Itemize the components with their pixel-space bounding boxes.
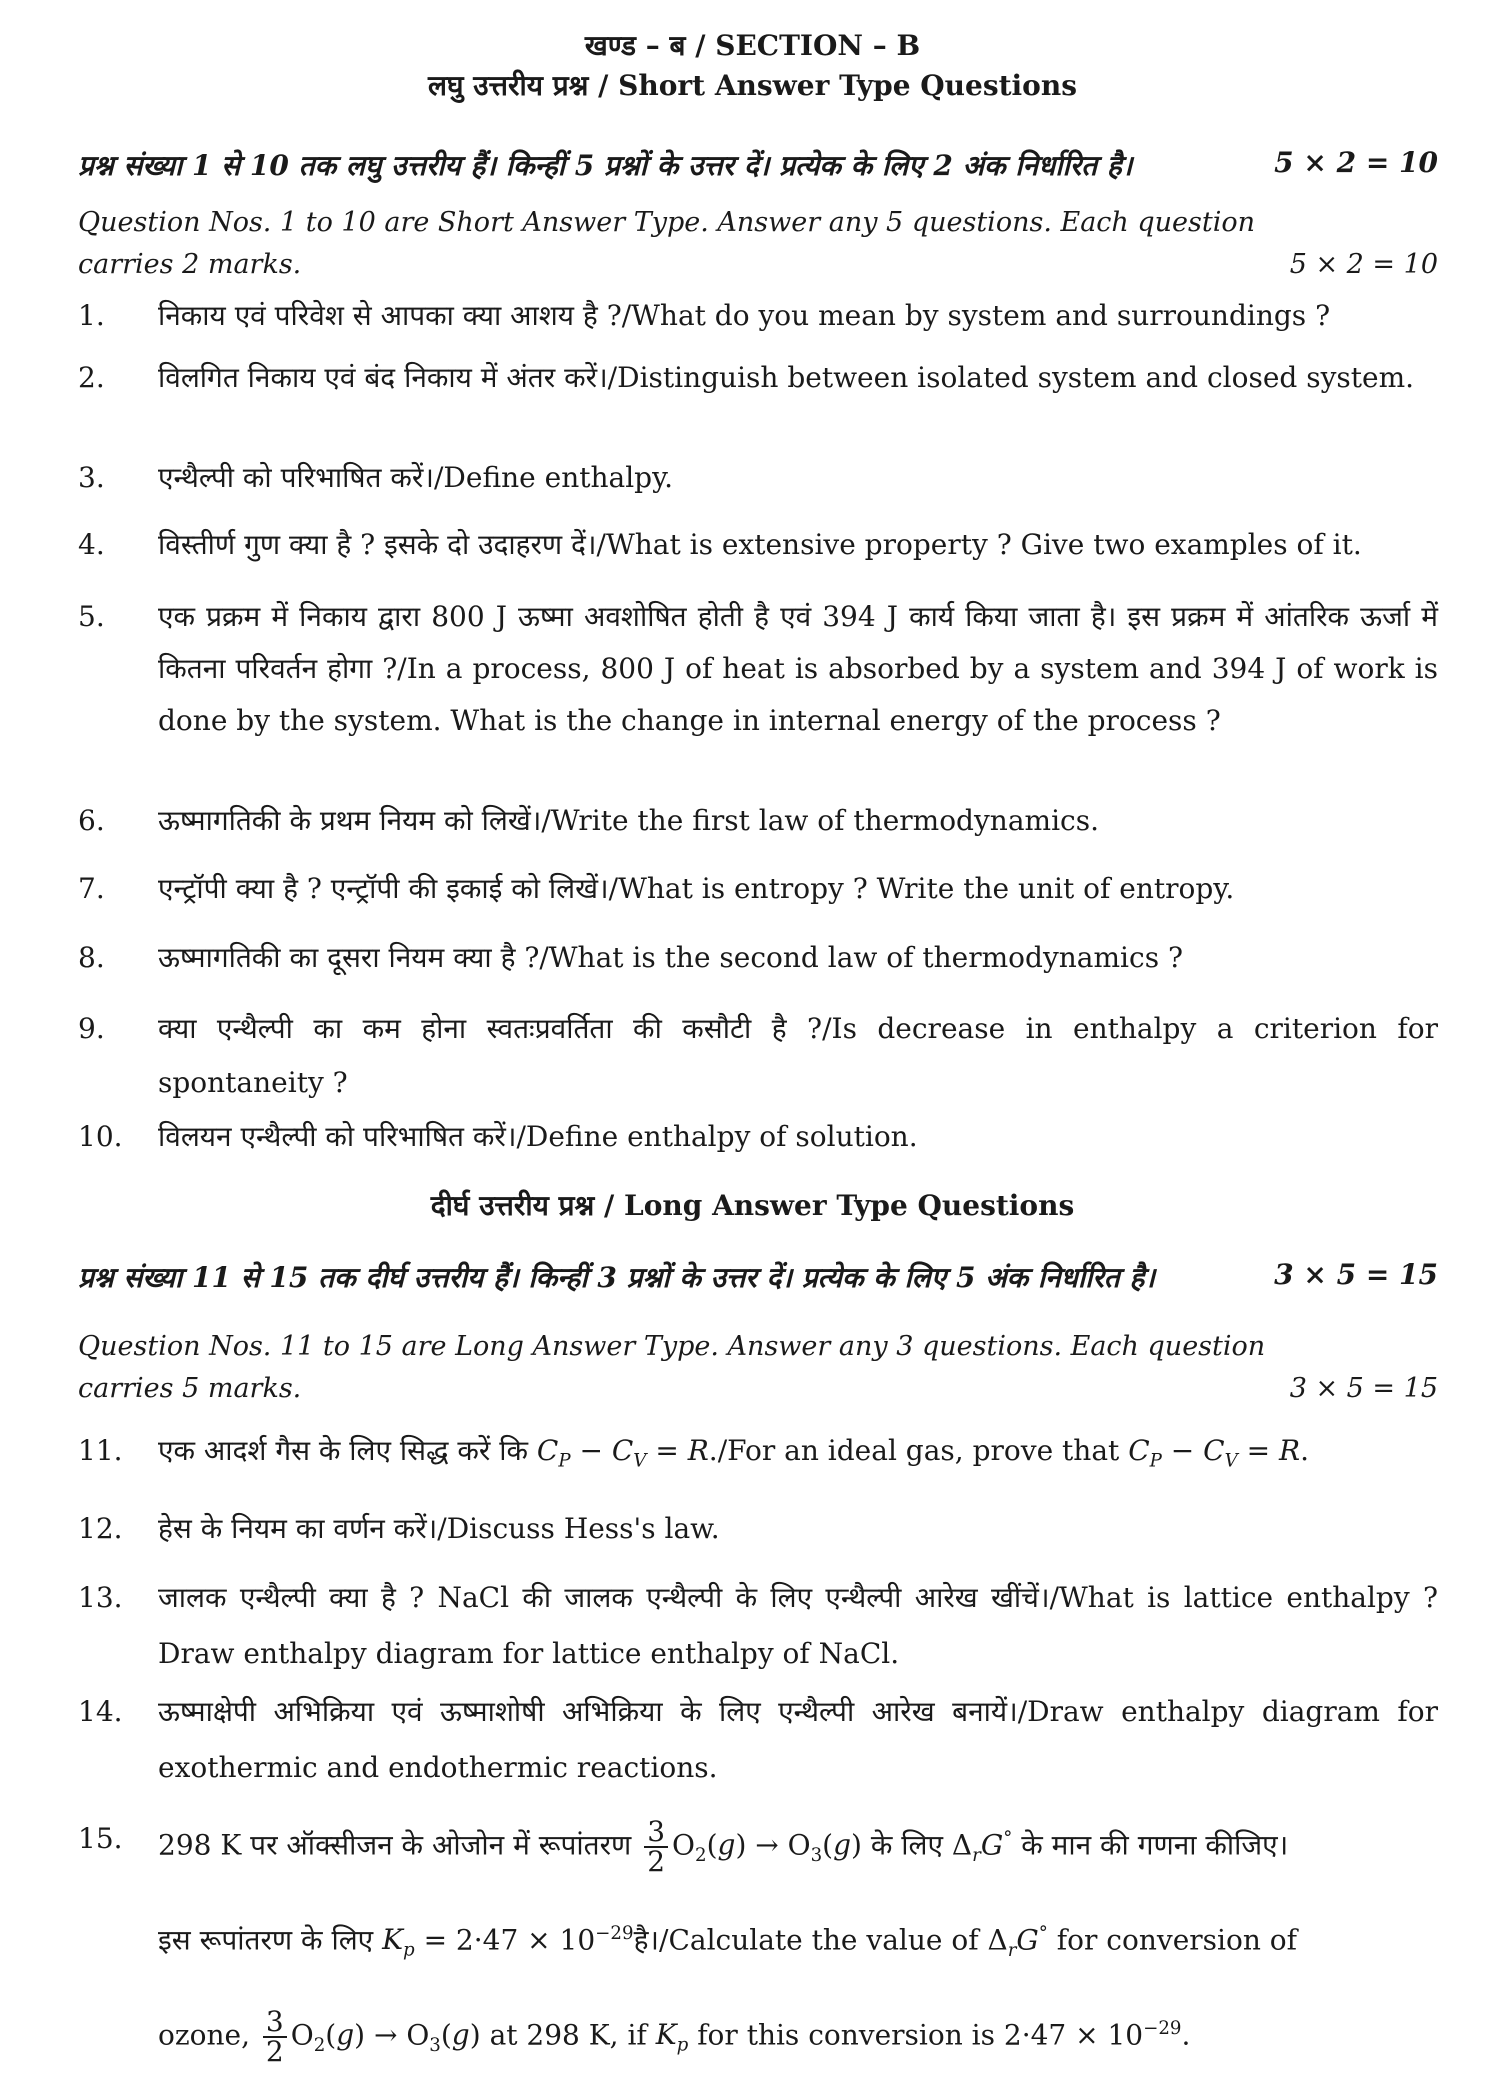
question-9 (78, 1002, 1438, 1110)
question-number: 5. (78, 600, 105, 633)
instructions-text: प्रश्न संख्या 11 से 15 तक दीर्घ उत्तरीय हैं। किन्हीं 3 प्रश्नों के उत्तर दें। प्रत्येक के लिए 5 अंक निर्धारित है। (78, 1261, 1155, 1294)
question-number: 15. (78, 1822, 123, 1855)
marks-label: 5 × 2 = 10 (1274, 146, 1438, 179)
question-text: विस्तीर्ण गुण क्या है ? इसके दो उदाहरण दें।/What is extensive property ? Give two examples of it. (158, 528, 1362, 561)
question-number: 4. (78, 528, 105, 561)
long-instructions-english (78, 1326, 1438, 1410)
question-3 (78, 455, 1438, 501)
instructions-line: Question Nos. 1 to 10 are Short Answer Type. Answer any 5 questions. Each question (78, 207, 1256, 238)
short-answer-header: लघु उत्तरीय प्रश्न / Short Answer Type Questions (428, 69, 1077, 102)
instructions-text: प्रश्न संख्या 1 से 10 तक लघु उत्तरीय हैं। किन्हीं 5 प्रश्नों के उत्तर दें। प्रत्येक के लिए 2 अंक निर्धारित है। (78, 149, 1133, 182)
question-5 (78, 591, 1438, 747)
short-instructions-hindi (78, 146, 1438, 184)
question-text: क्या एन्थैल्पी का कम होना स्वतःप्रवर्तिता की कसौटी है ?/Is decrease in enthalpy a criterion for spontaneity ? (158, 1012, 1438, 1099)
question-4 (78, 522, 1438, 568)
instructions-line: carries 5 marks. (78, 1373, 302, 1404)
question-15 (78, 1800, 1438, 2085)
question-8 (78, 935, 1438, 981)
question-text: विलयन एन्थैल्पी को परिभाषित करें।/Define enthalpy of solution. (158, 1120, 918, 1153)
long-instructions-hindi (78, 1258, 1438, 1296)
question-number: 11. (78, 1434, 123, 1467)
question-number: 13. (78, 1581, 123, 1614)
section-header: खण्ड – ब / SECTION – B (584, 29, 921, 62)
question-2 (78, 355, 1438, 401)
fraction-three-halves: $\frac{3}{2}$ (263, 2008, 287, 2066)
question-number: 2. (78, 361, 105, 394)
question-number: 12. (78, 1512, 123, 1545)
marks-label: 3 × 5 = 15 (1289, 1373, 1438, 1404)
question-text: हेस के नियम का वर्णन करें।/Discuss Hess's law. (158, 1512, 720, 1545)
question-text: जालक एन्थैल्पी क्या है ? NaCl की जालक एन्थैल्पी के लिए एन्थैल्पी आरेख खींचें।/What is lattice enthalpy ? Draw enthalpy diagram for lattice enthalpy of NaCl. (158, 1581, 1438, 1670)
question-number: 9. (78, 1012, 105, 1045)
question-text: निकाय एवं परिवेश से आपका क्या आशय है ?/What do you mean by system and surroundings ? (158, 299, 1331, 332)
question-number: 14. (78, 1695, 123, 1728)
question-text: ऊष्माक्षेपी अभिक्रिया एवं ऊष्माशोषी अभिक्रिया के लिए एन्थैल्पी आरेख बनायें।/Draw enthalpy diagram for exothermic and endothermic reactions. (158, 1695, 1438, 1784)
question-13 (78, 1570, 1438, 1682)
question-text: एक प्रक्रम में निकाय द्वारा 800 J ऊष्मा अवशोषित होती है एवं 394 J कार्य किया जाता है। इस प्रक्रम में आंतरिक ऊर्जा में कितना परिवर्तन होगा ?/In a process, 800 J of heat is absorbed by a system and 394 J of work is done by the system. What is the change in internal energy of the process ? (158, 600, 1438, 737)
question-7 (78, 866, 1438, 912)
question-12 (78, 1506, 1438, 1552)
question-6 (78, 798, 1438, 844)
question-text: एन्थैल्पी को परिभाषित करें।/Define enthalpy. (158, 461, 674, 494)
marks-label: 3 × 5 = 15 (1274, 1258, 1438, 1291)
question-number: 8. (78, 941, 105, 974)
long-answer-header: दीर्घ उत्तरीय प्रश्न / Long Answer Type Questions (430, 1189, 1075, 1222)
question-number: 7. (78, 872, 105, 905)
question-number: 1. (78, 299, 105, 332)
question-14 (78, 1684, 1438, 1796)
question-11 (78, 1428, 1438, 1485)
question-text: एन्ट्रॉपी क्या है ? एन्ट्रॉपी की इकाई को लिखें।/What is entropy ? Write the unit of entropy. (158, 872, 1235, 905)
question-number: 6. (78, 804, 105, 837)
question-10 (78, 1114, 1438, 1160)
question-number: 10. (78, 1120, 123, 1153)
short-instructions-english (78, 202, 1438, 286)
question-text: ऊष्मागतिकी के प्रथम नियम को लिखें।/Write the first law of thermodynamics. (158, 804, 1099, 837)
question-text: एक आदर्श गैस के लिए सिद्ध करें कि $C_P - C_V = R./For$ an ideal gas, prove that $C_P - C_V = R$. (158, 1434, 1309, 1472)
question-text: 298 K पर ऑक्सीजन के ओजोन में रूपांतरण $\frac{3}{2}$ $O_2(g) \to O_3(g)$ के लिए $\Delta_rG^\circ$ के मान की गणना कीजिए। इस रूपांतरण के लिए $K_p = 2\cdot 47$ × $10^{-29}है।$/Calculate the value of $\Delta_rG^\circ$ for conversion of ozone, $\frac{3}{2}$ $O_2(g) \to O_3(g)$ at 298 K, if $K_p$ for this conversion is $2\cdot 47 \times 10^{-29}$. (158, 1814, 1297, 2068)
instructions-line: carries 2 marks. (78, 249, 302, 280)
fraction-three-halves: $\frac{3}{2}$ (644, 1818, 668, 1876)
question-1 (78, 293, 1438, 339)
question-number: 3. (78, 461, 105, 494)
instructions-line: Question Nos. 11 to 15 are Long Answer Type. Answer any 3 questions. Each question (78, 1331, 1266, 1362)
question-text: विलगित निकाय एवं बंद निकाय में अंतर करें।/Distinguish between isolated system and closed system. (158, 361, 1415, 394)
marks-label: 5 × 2 = 10 (1289, 249, 1438, 280)
question-text: ऊष्मागतिकी का दूसरा नियम क्या है ?/What is the second law of thermodynamics ? (158, 941, 1183, 974)
